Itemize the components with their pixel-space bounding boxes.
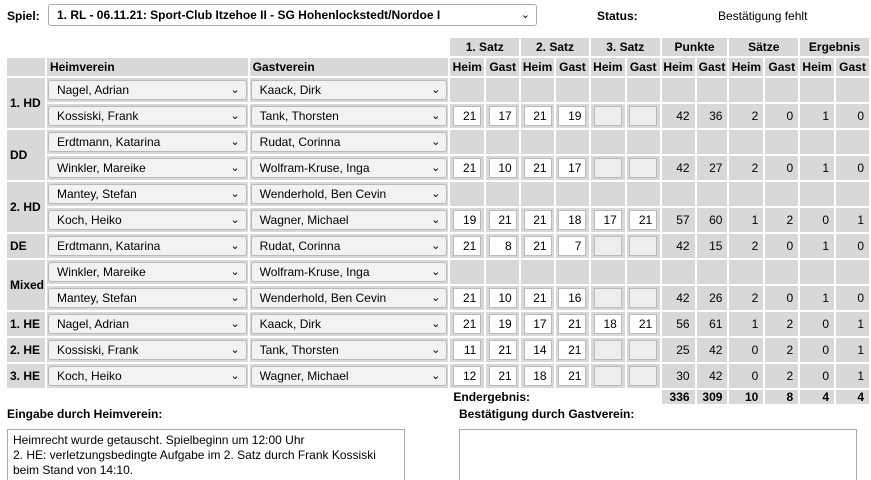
score-input[interactable]: 21 [524, 106, 552, 126]
punkte-gast: 42 [697, 364, 728, 388]
col-satz2: 2. Satz [521, 38, 589, 56]
player-name: Rudat, Corinna [259, 135, 341, 149]
saetze-heim: 2 [729, 234, 763, 258]
spiel-label: Spiel: [7, 9, 40, 23]
chevron-down-icon: ⌄ [431, 136, 441, 148]
col-heimverein: Heimverein [47, 58, 248, 76]
punkte-heim: 25 [662, 338, 695, 362]
score-input[interactable]: 7 [558, 236, 586, 256]
gast-player-select[interactable] [251, 80, 448, 100]
chevron-down-icon: ⌄ [431, 110, 441, 122]
saetze-heim: 0 [729, 364, 763, 388]
player-name: Rudat, Corinna [259, 239, 341, 253]
chevron-down-icon: ⌄ [230, 84, 240, 96]
score-input[interactable]: 19 [558, 106, 586, 126]
col-gast: Gast [765, 58, 798, 76]
punkte-gast: 60 [697, 208, 728, 232]
player-name: Winkler, Mareike [56, 161, 146, 175]
saetze-heim: 2 [729, 104, 763, 128]
heim-comment-label: Eingabe durch Heimverein: [7, 407, 163, 421]
player-name: Wolfram-Kruse, Inga [259, 265, 370, 279]
player-name: Erdtmann, Katarina [56, 239, 161, 253]
punkte-gast: 42 [697, 338, 728, 362]
player-name: Mantey, Stefan [56, 291, 137, 305]
heim-player-select[interactable] [48, 262, 247, 282]
score-input[interactable]: 8 [489, 236, 517, 256]
score-input[interactable]: 10 [489, 288, 517, 308]
gast-player-select[interactable] [251, 158, 448, 178]
score-input[interactable] [594, 158, 622, 178]
heim-player-select[interactable] [48, 184, 247, 204]
table-row [7, 260, 869, 284]
chevron-down-icon: ⌄ [431, 188, 441, 200]
gast-player-select[interactable] [251, 262, 448, 282]
gast-player-select[interactable] [251, 132, 448, 152]
chevron-down-icon: ⌄ [230, 292, 240, 304]
heim-player-select[interactable] [48, 106, 247, 126]
chevron-down-icon: ⌄ [431, 214, 441, 226]
saetze-heim: 2 [729, 286, 763, 310]
player-name: Nagel, Adrian [56, 83, 130, 97]
spiel-select[interactable] [48, 4, 537, 26]
chevron-down-icon: ⌄ [230, 188, 240, 200]
col-heim: Heim [591, 58, 625, 76]
total-saetze-heim: 10 [729, 390, 763, 404]
player-name: Kossiski, Frank [56, 343, 139, 357]
comment-line: beim Stand von 14:10. [13, 463, 134, 477]
col-heim: Heim [729, 58, 763, 76]
total-saetze-gast: 8 [765, 390, 798, 404]
punkte-heim: 56 [662, 312, 695, 336]
chevron-down-icon: ⌄ [431, 266, 441, 278]
discipline-label: 2. HD [7, 182, 45, 232]
chevron-down-icon: ⌄ [230, 266, 240, 278]
score-input[interactable]: 10 [489, 158, 517, 178]
total-punkte-heim: 336 [662, 390, 695, 404]
ergebnis-heim: 0 [800, 364, 834, 388]
gast-player-select[interactable] [251, 236, 448, 256]
player-name: Nagel, Adrian [56, 317, 130, 331]
punkte-gast: 27 [697, 156, 728, 180]
punkte-heim: 42 [662, 156, 695, 180]
score-input[interactable]: 21 [453, 158, 481, 178]
gast-comment-label: Bestätigung durch Gastverein: [459, 407, 635, 421]
table-row [7, 78, 869, 102]
status-value: Bestätigung fehlt [718, 9, 808, 23]
chevron-down-icon: ⌄ [230, 318, 240, 330]
comment-line: 2. HE: verletzungsbedingte Aufgabe im 2. Satz durch Frank Kossiski [13, 448, 376, 462]
chevron-down-icon: ⌄ [431, 318, 441, 330]
chevron-down-icon: ⌄ [520, 9, 530, 21]
ergebnis-heim: 1 [800, 104, 834, 128]
chevron-down-icon: ⌄ [230, 136, 240, 148]
gast-player-select[interactable] [251, 106, 448, 126]
player-name: Kaack, Dirk [259, 83, 322, 97]
col-saetze: Sätze [729, 38, 798, 56]
score-input[interactable]: 21 [524, 158, 552, 178]
punkte-heim: 42 [662, 104, 695, 128]
ergebnis-heim: 1 [800, 234, 834, 258]
score-input[interactable]: 21 [524, 288, 552, 308]
header-bar [0, 0, 871, 32]
punkte-gast: 26 [697, 286, 728, 310]
chevron-down-icon: ⌄ [431, 162, 441, 174]
table-row [7, 286, 869, 310]
discipline-label: DE [7, 234, 45, 258]
player-name: Wagner, Michael [259, 369, 349, 383]
comment-line: Heimrecht wurde getauscht. Spielbeginn um 12:00 Uhr [13, 433, 305, 447]
score-input[interactable]: 21 [453, 106, 481, 126]
score-input[interactable]: 19 [489, 314, 517, 334]
punkte-gast: 36 [697, 104, 728, 128]
chevron-down-icon: ⌄ [230, 344, 240, 356]
col-ergebnis: Ergebnis [800, 38, 869, 56]
score-input[interactable]: 17 [489, 106, 517, 126]
col-gast: Gast [556, 58, 589, 76]
punkte-gast: 15 [697, 234, 728, 258]
saetze-heim: 2 [729, 156, 763, 180]
ergebnis-heim: 0 [800, 338, 834, 362]
discipline-label: DD [7, 130, 45, 180]
score-input[interactable]: 18 [558, 210, 586, 230]
score-input[interactable]: 21 [629, 314, 657, 334]
score-input[interactable]: 21 [453, 314, 481, 334]
punkte-heim: 57 [662, 208, 695, 232]
score-input[interactable]: 17 [594, 210, 622, 230]
score-input[interactable]: 21 [489, 366, 517, 386]
score-input[interactable] [629, 366, 657, 386]
score-input[interactable] [629, 340, 657, 360]
score-input[interactable] [629, 288, 657, 308]
score-input[interactable]: 17 [524, 314, 552, 334]
player-name: Wagner, Michael [259, 213, 349, 227]
chevron-down-icon: ⌄ [230, 110, 240, 122]
score-input[interactable]: 21 [489, 340, 517, 360]
col-satz3: 3. Satz [591, 38, 660, 56]
saetze-gast: 0 [765, 234, 798, 258]
chevron-down-icon: ⌄ [431, 344, 441, 356]
gast-player-select[interactable] [251, 210, 448, 230]
table-row [7, 364, 869, 388]
col-gastverein: Gastverein [250, 58, 449, 76]
gast-comment-textarea[interactable] [459, 429, 857, 480]
chevron-down-icon: ⌄ [431, 84, 441, 96]
player-name: Wolfram-Kruse, Inga [259, 161, 370, 175]
score-input[interactable]: 18 [594, 314, 622, 334]
ergebnis-gast: 1 [836, 338, 869, 362]
score-input[interactable]: 21 [453, 236, 481, 256]
saetze-heim: 1 [729, 312, 763, 336]
score-input[interactable]: 21 [524, 210, 552, 230]
score-input[interactable]: 21 [558, 366, 586, 386]
score-input[interactable] [594, 106, 622, 126]
gast-player-select[interactable] [251, 288, 448, 308]
player-name: Erdtmann, Katarina [56, 135, 161, 149]
heim-player-select[interactable] [48, 236, 247, 256]
col-gast: Gast [627, 58, 660, 76]
chevron-down-icon: ⌄ [230, 162, 240, 174]
chevron-down-icon: ⌄ [431, 370, 441, 382]
ergebnis-gast: 1 [836, 208, 869, 232]
table-row [7, 104, 869, 128]
saetze-gast: 2 [765, 208, 798, 232]
score-input[interactable] [594, 366, 622, 386]
score-input[interactable] [594, 340, 622, 360]
ergebnis-heim: 1 [800, 286, 834, 310]
col-satz1: 1. Satz [450, 38, 519, 56]
punkte-heim: 42 [662, 286, 695, 310]
ergebnis-gast: 1 [836, 364, 869, 388]
gast-player-select[interactable] [251, 340, 448, 360]
score-input[interactable]: 21 [453, 288, 481, 308]
score-input[interactable]: 17 [558, 158, 586, 178]
table-row [7, 182, 869, 206]
gast-player-select[interactable] [251, 314, 448, 334]
table-row [7, 156, 869, 180]
score-input[interactable]: 12 [453, 366, 481, 386]
heim-player-select[interactable] [48, 314, 247, 334]
table-row [7, 234, 869, 258]
score-input[interactable] [594, 288, 622, 308]
status-label: Status: [597, 9, 638, 23]
player-name: Kossiski, Frank [56, 109, 139, 123]
score-input[interactable]: 21 [489, 210, 517, 230]
total-punkte-gast: 309 [697, 390, 728, 404]
discipline-label: 2. HE [7, 338, 45, 362]
chevron-down-icon: ⌄ [230, 240, 240, 252]
punkte-heim: 42 [662, 234, 695, 258]
saetze-gast: 0 [765, 104, 798, 128]
ergebnis-heim: 0 [800, 208, 834, 232]
player-name: Koch, Heiko [56, 369, 122, 383]
table-row [7, 338, 869, 362]
saetze-gast: 0 [765, 286, 798, 310]
spiel-select-value: 1. RL - 06.11.21: Sport-Club Itzehoe II - SG Hohenlockstedt/Nordoe I [57, 8, 441, 22]
player-name: Wenderhold, Ben Cevin [259, 291, 387, 305]
chevron-down-icon: ⌄ [431, 240, 441, 252]
gast-player-select[interactable] [251, 366, 448, 386]
heim-player-select[interactable] [48, 80, 247, 100]
heim-comment-textarea[interactable] [7, 429, 405, 480]
table-row [7, 130, 869, 154]
heim-player-select[interactable] [48, 132, 247, 152]
heim-player-select[interactable] [48, 158, 247, 178]
saetze-heim: 0 [729, 338, 763, 362]
score-input[interactable]: 21 [524, 236, 552, 256]
score-input[interactable]: 21 [629, 210, 657, 230]
score-input[interactable]: 18 [524, 366, 552, 386]
col-heim: Heim [663, 60, 693, 74]
chevron-down-icon: ⌄ [230, 214, 240, 226]
ergebnis-gast: 0 [836, 104, 869, 128]
heim-player-select[interactable] [48, 366, 247, 386]
discipline-label: 1. HD [7, 78, 45, 128]
saetze-heim: 1 [729, 208, 763, 232]
saetze-gast: 0 [765, 156, 798, 180]
player-name: Tank, Thorsten [259, 109, 339, 123]
heim-player-select[interactable] [48, 340, 247, 360]
score-input[interactable]: 16 [558, 288, 586, 308]
player-name: Wenderhold, Ben Cevin [259, 187, 387, 201]
score-input[interactable]: 21 [558, 340, 586, 360]
ergebnis-gast: 0 [836, 286, 869, 310]
ergebnis-heim: 0 [800, 312, 834, 336]
endergebnis-label: Endergebnis: [453, 390, 531, 404]
ergebnis-gast: 0 [836, 156, 869, 180]
heim-player-select[interactable] [48, 288, 247, 308]
col-heim: Heim [450, 58, 484, 76]
gast-player-select[interactable] [251, 184, 448, 204]
col-gast: Gast [697, 58, 728, 76]
col-punkte: Punkte [662, 38, 728, 56]
player-name: Koch, Heiko [56, 213, 122, 227]
saetze-gast: 2 [765, 312, 798, 336]
score-input[interactable]: 14 [524, 340, 552, 360]
col-gast: Gast [486, 58, 519, 76]
discipline-label: Mixed [7, 260, 45, 310]
player-name: Mantey, Stefan [56, 187, 137, 201]
match-table [5, 36, 871, 406]
player-name: Kaack, Dirk [259, 317, 322, 331]
chevron-down-icon: ⌄ [230, 370, 240, 382]
col-gast: Gast [836, 58, 869, 76]
player-name: Tank, Thorsten [259, 343, 339, 357]
saetze-gast: 2 [765, 338, 798, 362]
discipline-label: 1. HE [7, 312, 45, 336]
discipline-label: 3. HE [7, 364, 45, 388]
punkte-gast: 61 [697, 312, 728, 336]
player-name: Winkler, Mareike [56, 265, 146, 279]
score-input[interactable] [594, 236, 622, 256]
table-row [7, 312, 869, 336]
total-ergebnis-heim: 4 [800, 390, 834, 404]
col-heim: Heim [800, 58, 834, 76]
ergebnis-gast: 1 [836, 312, 869, 336]
score-input[interactable]: 21 [558, 314, 586, 334]
score-input[interactable]: 11 [453, 340, 481, 360]
heim-player-select[interactable] [48, 210, 247, 230]
score-input[interactable]: 19 [453, 210, 481, 230]
col-heim: Heim [522, 60, 553, 74]
ergebnis-gast: 0 [836, 234, 869, 258]
total-ergebnis-gast: 4 [836, 390, 869, 404]
punkte-heim: 30 [662, 364, 695, 388]
score-input[interactable] [629, 236, 657, 256]
ergebnis-heim: 1 [800, 156, 834, 180]
table-row [7, 208, 869, 232]
chevron-down-icon: ⌄ [431, 292, 441, 304]
score-input[interactable] [629, 106, 657, 126]
saetze-gast: 2 [765, 364, 798, 388]
score-input[interactable] [629, 158, 657, 178]
